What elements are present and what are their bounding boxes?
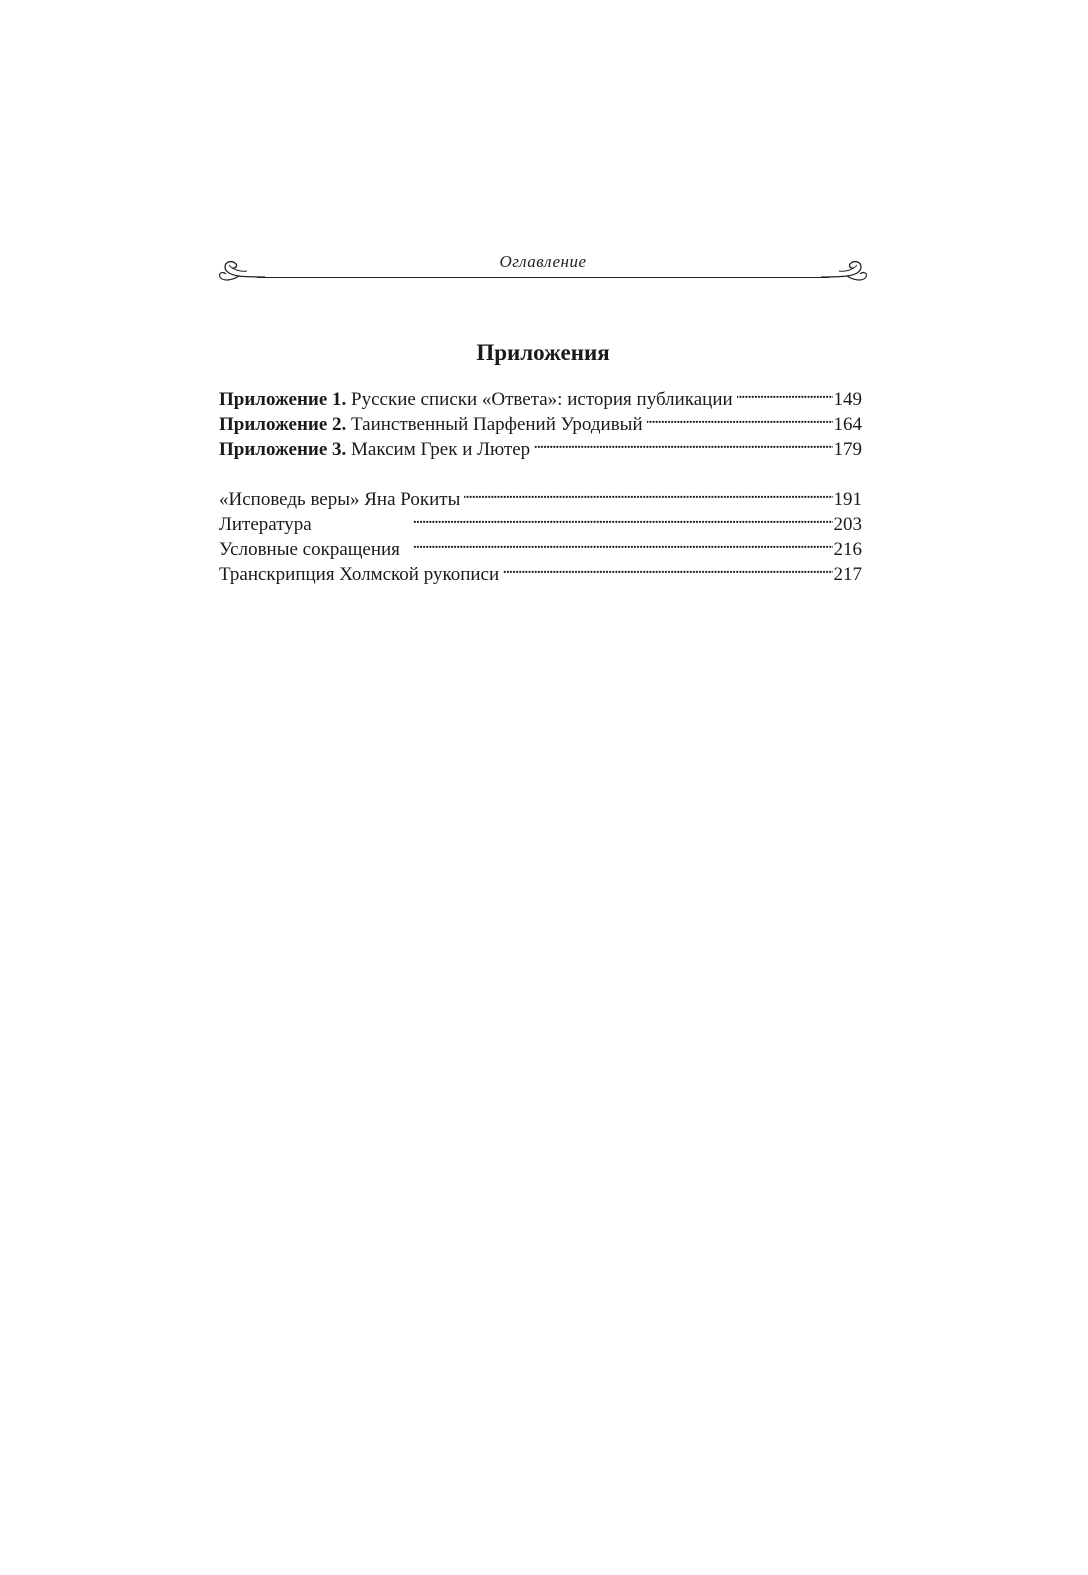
toc-entry-abbreviations[interactable] [219,530,862,560]
appendix-prefix: Приложение 2. [219,414,347,435]
page-number: 149 [833,389,862,410]
toc-entry-literature[interactable] [219,505,862,535]
page-number: 179 [833,439,862,460]
dot-leader [503,555,832,580]
toc-entry-title: Транскрипция Холмской рукописи [219,564,500,585]
toc-entry-title: Условные сокращения [219,539,400,560]
toc-entry-appendix-1[interactable] [219,380,862,410]
header-rule [257,277,829,278]
toc-entry-confession[interactable] [219,480,862,510]
dot-leader [647,405,833,430]
toc-entry-title: Литература [219,514,312,535]
appendix-title: Русские списки «Ответа»: история публикации [351,389,733,410]
toc-entry-title: «Исповедь веры» Яна Рокиты [219,489,461,510]
ornament-flourish-right-icon [819,256,869,286]
dot-leader [464,480,832,505]
running-header [217,250,869,290]
page-number: 203 [833,514,862,535]
appendix-title: Максим Грек и Лютер [351,439,531,460]
running-header-title: Оглавление [499,252,587,271]
page-number: 164 [833,414,862,435]
page-number: 191 [833,489,862,510]
toc-entry-label [219,437,530,462]
appendix-prefix: Приложение 1. [219,389,347,410]
back-matter-list [219,480,862,585]
dot-leader [404,530,833,555]
page-number: 217 [833,564,862,585]
appendix-prefix: Приложение 3. [219,439,347,460]
page-number: 216 [833,539,862,560]
appendix-title: Таинственный Парфений Уродивый [351,414,643,435]
dot-leader [316,505,833,530]
dot-leader [737,380,833,405]
dot-leader [534,430,832,455]
section-title: Приложения [476,340,610,365]
appendix-list [219,380,862,460]
